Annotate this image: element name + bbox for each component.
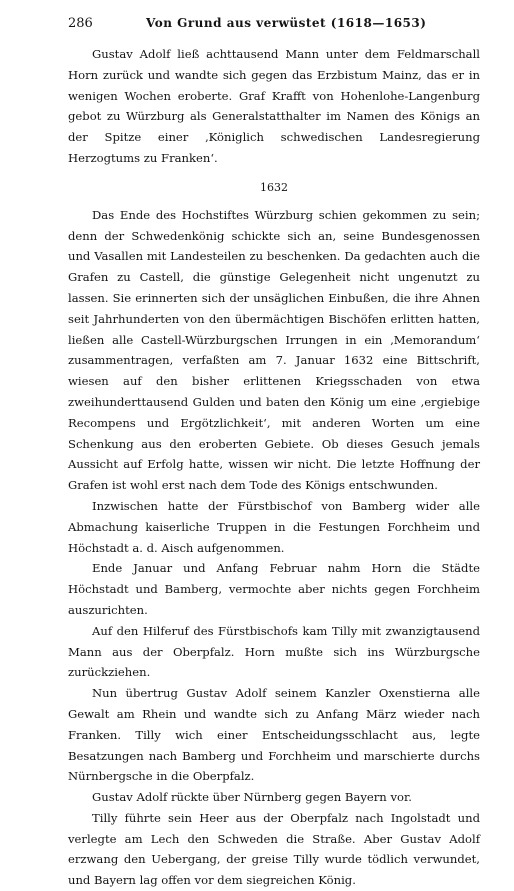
body-text xyxy=(68,44,480,891)
year-heading: 1632 xyxy=(260,180,288,194)
running-title: Von Grund aus verwüstet (1618—1653) xyxy=(146,16,427,30)
paragraph: Inzwischen hatte der Fürstbischof von Bamberg wider alle Abmachung kaiserliche Truppen in die Festungen Forchheim und Höchstadt a. d. Aisch aufgenommen. xyxy=(68,498,480,555)
intro-paragraph: Gustav Adolf ließ achttausend Mann unter dem Feldmarschall Horn zurück und wandte sich gegen das Erzbistum Mainz, das er in wenigen Wochen eroberte. Graf Krafft von Hohenlohe-Langenburg gebot zu Würzburg als Generalstatthalter im Namen des Königs an der Spitze einer ‚Königlich schwedischen Landesregierung Herzogtums zu Franken‘. xyxy=(68,47,480,165)
paragraph: Nun übertrug Gustav Adolf seinem Kanzler Oxenstierna alle Gewalt am Rhein und wandte sich zu Anfang März wieder nach Franken. Tilly wich einer Entscheidungsschlacht aus, legte Besatzungen nach Bamberg und Forchheim und marschierte durchs Nürnbergsche in die Oberpfalz. xyxy=(68,686,480,784)
paragraph: Das Ende des Hochstiftes Würzburg schien gekommen zu sein; denn der Schwedenkönig schickte sich an, seine Bundesgenossen und Vasallen mit Landesteilen zu beschenken. Da gedachten auch die Grafen zu Castell, die günstige Gelegenheit nicht ungenutzt zu lassen. Sie erinnerten sich der unsäglichen Einbußen, die ihre Ahnen seit Jahrhunderten von den übermächtigen Bischöfen erlitten hatten, ließen alle Castell-Würzburgschen Irrungen in ein ‚Memorandum‘ zusammentragen, verfaßten am 7. Januar 1632 eine Bittschrift, wiesen auf den bisher erlittenen Kriegsschaden von etwa zweihunderttausend Gulden und baten den König um eine ‚ergiebige Recompens und Ergötzlichkeit‘, mit anderen Worten um eine Schenkung aus den eroberten Gebiete. Ob dieses Gesuch jemals Aussicht auf Erfolg hatte, wissen wir nicht. Die letzte Hoffnung der Grafen ist wohl erst nach dem Tode des Königs entschwunden. xyxy=(68,207,480,493)
book-page xyxy=(68,14,480,891)
paragraph: Ende Januar und Anfang Februar nahm Horn die Städte Höchstadt und Bamberg, vermochte aber nichts gegen Forchheim auszurichten. xyxy=(68,561,480,617)
paragraph: Gustav Adolf rückte über Nürnberg gegen Bayern vor. xyxy=(92,790,412,805)
page-number: 286 xyxy=(68,16,93,31)
paragraph: Tilly führte sein Heer aus der Oberpfalz nach Ingolstadt und verlegte am Lech den Schweden die Straße. Aber Gustav Adolf erzwang den Uebergang, der greise Tilly wurde tödlich verwundet, und Bayern lag offen vor dem siegreichen König. xyxy=(68,810,480,888)
page-header xyxy=(68,14,480,36)
paragraph: Auf den Hilferuf des Fürstbischofs kam Tilly mit zwanzigtausend Mann aus der Oberpfalz. Horn mußte sich ins Würzburgsche zurückziehen. xyxy=(68,623,480,680)
